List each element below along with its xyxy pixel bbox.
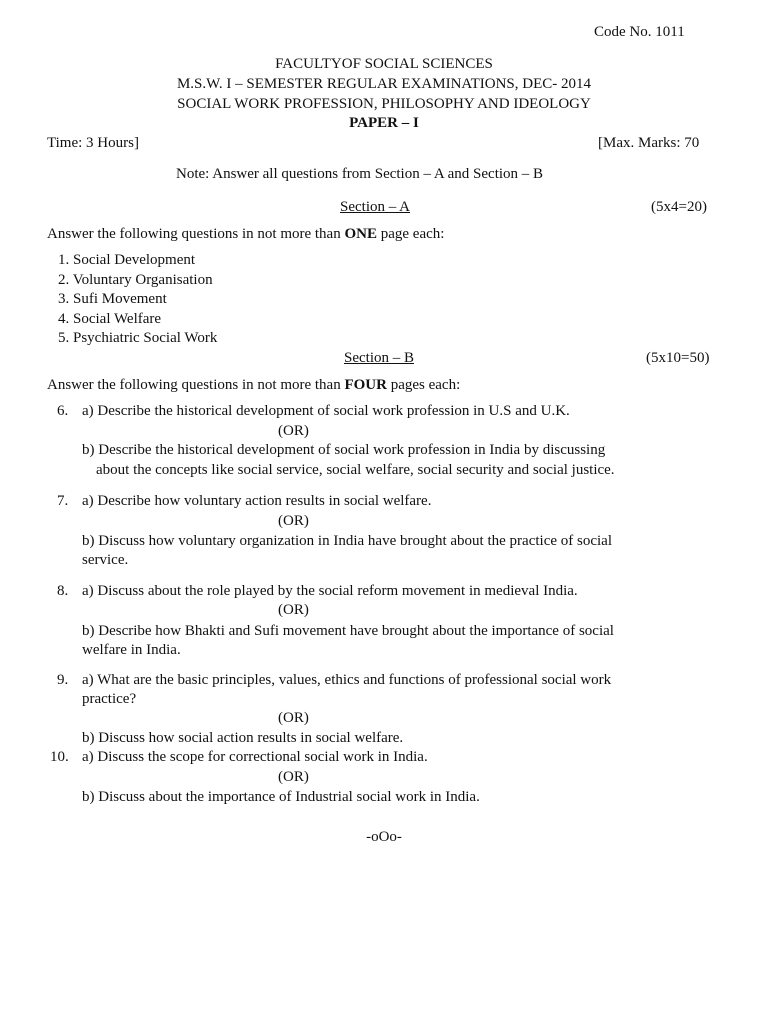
paper-title: PAPER – I — [349, 115, 419, 131]
section-b-title: Section – B — [344, 350, 414, 366]
section-a-marks: (5x4=20) — [651, 199, 707, 215]
question-part-a: a) What are the basic principles, values, ethics and functions of professional social work — [82, 672, 612, 688]
list-item: 4. Social Welfare — [58, 311, 162, 327]
question-number: 6. — [57, 403, 69, 419]
question-part-b: b) Describe the historical development of social work profession in India by discussing — [82, 442, 606, 458]
subject-title: SOCIAL WORK PROFESSION, PHILOSOPHY AND IDEOLOGY — [177, 96, 591, 112]
section-a-title: Section – A — [340, 199, 410, 215]
faculty-title: FACULTYOF SOCIAL SCIENCES — [275, 56, 493, 72]
question-part-b-continued: about the concepts like social service, social welfare, social security and social justice. — [96, 462, 615, 478]
or-label: (OR) — [278, 710, 309, 726]
list-item: 5. Psychiatric Social Work — [58, 330, 218, 346]
question-part-b: b) Discuss how social action results in social welfare. — [82, 730, 404, 746]
note: Note: Answer all questions from Section – A and Section – B — [176, 166, 544, 182]
question-part-b-continued: service. — [82, 552, 129, 568]
exam-title: M.S.W. I – SEMESTER REGULAR EXAMINATIONS, DEC- 2014 — [176, 76, 592, 92]
or-label: (OR) — [278, 513, 309, 529]
question-part-a: a) Describe how voluntary action results in social welfare. — [82, 493, 432, 509]
time-allowed: Time: 3 Hours] — [47, 135, 139, 151]
question-part-b: b) Discuss about the importance of Industrial social work in India. — [82, 789, 480, 805]
end-mark: -oOo- — [366, 829, 402, 845]
list-item: 2. Voluntary Organisation — [58, 272, 213, 288]
list-item: 1. Social Development — [58, 252, 196, 268]
section-b-instruction: Answer the following questions in not more than FOUR pages each: — [47, 377, 461, 393]
question-part-a: a) Discuss about the role played by the social reform movement in medieval India. — [82, 583, 578, 599]
question-number: 7. — [57, 493, 69, 509]
or-label: (OR) — [278, 769, 309, 785]
question-part-b-continued: welfare in India. — [82, 642, 181, 658]
question-number: 9. — [57, 672, 69, 688]
code-number: Code No. 1011 — [594, 24, 685, 40]
section-b-marks: (5x10=50) — [646, 350, 710, 366]
list-item: 3. Sufi Movement — [58, 291, 167, 307]
question-part-a: a) Discuss the scope for correctional social work in India. — [82, 749, 428, 765]
question-part-a: a) Describe the historical development of social work profession in U.S and U.K. — [82, 403, 570, 419]
or-label: (OR) — [278, 423, 309, 439]
max-marks: [Max. Marks: 70 — [598, 135, 700, 151]
question-part-a-continued: practice? — [82, 691, 137, 707]
or-label: (OR) — [278, 602, 309, 618]
question-part-b: b) Describe how Bhakti and Sufi movement have brought about the importance of social — [82, 623, 614, 639]
section-a-instruction: Answer the following questions in not more than ONE page each: — [47, 226, 445, 242]
question-part-b: b) Discuss how voluntary organization in India have brought about the practice of social — [82, 533, 612, 549]
question-number: 10. — [50, 749, 69, 765]
question-number: 8. — [57, 583, 69, 599]
